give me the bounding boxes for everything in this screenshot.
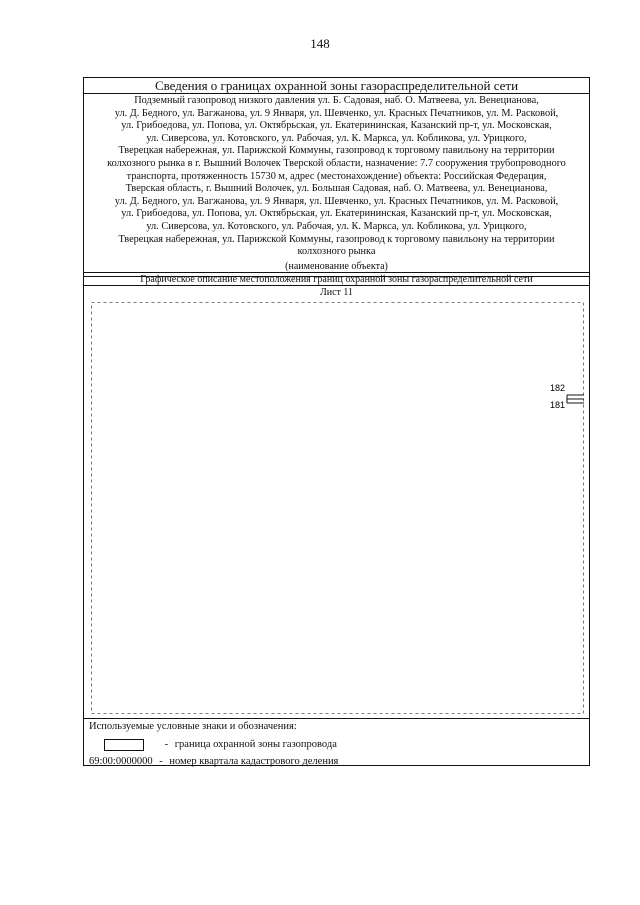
- legend-dash: -: [164, 739, 169, 750]
- boundary-swatch: [104, 739, 144, 751]
- point-label-181: 181: [549, 400, 565, 410]
- page-number: 148: [310, 36, 330, 51]
- legend-text: номер квартала кадастрового деления: [169, 756, 339, 767]
- cadastral-number-symbol: 69:00:0000000: [89, 756, 153, 767]
- description-line: ул. Д. Бедного, ул. Вагжанова, ул. 9 Января, ул. Шевченко, ул. Красных Печатников, ул. М. Расковой,: [114, 107, 559, 119]
- point-label-182: 182: [549, 383, 565, 393]
- map-border: [92, 303, 584, 714]
- document-title: Сведения о границах охранной зоны газораспределительной сети: [84, 78, 589, 94]
- description-line: колхозного рынка в г. Вышний Волочек Тверской области, назначение: 7.7 сооружения трубопроводного: [107, 157, 566, 169]
- object-name-caption: (наименование объекта): [84, 260, 589, 273]
- sheet-label: Лист 11: [319, 287, 354, 298]
- legend-title: Используемые условные знаки и обозначения:: [89, 721, 297, 732]
- description-line: ул. Грибоедова, ул. Попова, ул. Октябрьская, ул. Екатерининская, Казанский пр-т, ул. Московская,: [121, 208, 552, 220]
- legend-text: граница охранной зоны газопровода: [174, 739, 337, 750]
- description-line: ул. Д. Бедного, ул. Вагжанова, ул. 9 Января, ул. Шевченко, ул. Красных Печатников, ул. М. Расковой,: [114, 195, 559, 207]
- legend-dash: -: [159, 756, 163, 767]
- description-line: Тверецкая набережная, ул. Парижской Коммуны, газопровод к торговому павильону на территории: [118, 233, 555, 245]
- graphic-description-title: Графическое описание местоположения границ охранной зоны газораспределительной сети: [84, 274, 589, 286]
- description-line: транспорта, протяженность 15730 м, адрес (местонахождение) объекта: Российская Федерация,: [126, 170, 547, 182]
- description-line: ул. Сиверсова, ул. Котовского, ул. Рабочая, ул. К. Маркса, ул. Кобликова, ул. Урицкого,: [146, 220, 527, 232]
- description-line: колхозного рынка: [297, 246, 376, 258]
- description-line: Тверецкая набережная, ул. Парижской Коммуны, газопровод к торговому павильону на территории: [118, 145, 555, 157]
- document-frame: [83, 77, 590, 766]
- description-line: Подземный газопровод низкого давления ул. Б. Садовая, наб. О. Матвеева, ул. Венецианова,: [134, 95, 539, 106]
- description-line: ул. Сиверсова, ул. Котовского, ул. Рабочая, ул. К. Маркса, ул. Кобликова, ул. Урицкого,: [146, 132, 527, 144]
- map-drawing: [91, 302, 584, 714]
- description-line: ул. Грибоедова, ул. Попова, ул. Октябрьская, ул. Екатерининская, Казанский пр-т, ул. Московская,: [121, 120, 552, 132]
- map-area: [91, 302, 584, 714]
- legend-item-boundary: [104, 738, 337, 752]
- description-line: Тверская область, г. Вышний Волочек, ул. Большая Садовая, наб. О. Матвеева, ул. Венецианова,: [125, 183, 548, 195]
- legend-item-cadastral: [89, 755, 338, 769]
- object-description: [84, 95, 589, 277]
- legend-divider: [84, 718, 589, 719]
